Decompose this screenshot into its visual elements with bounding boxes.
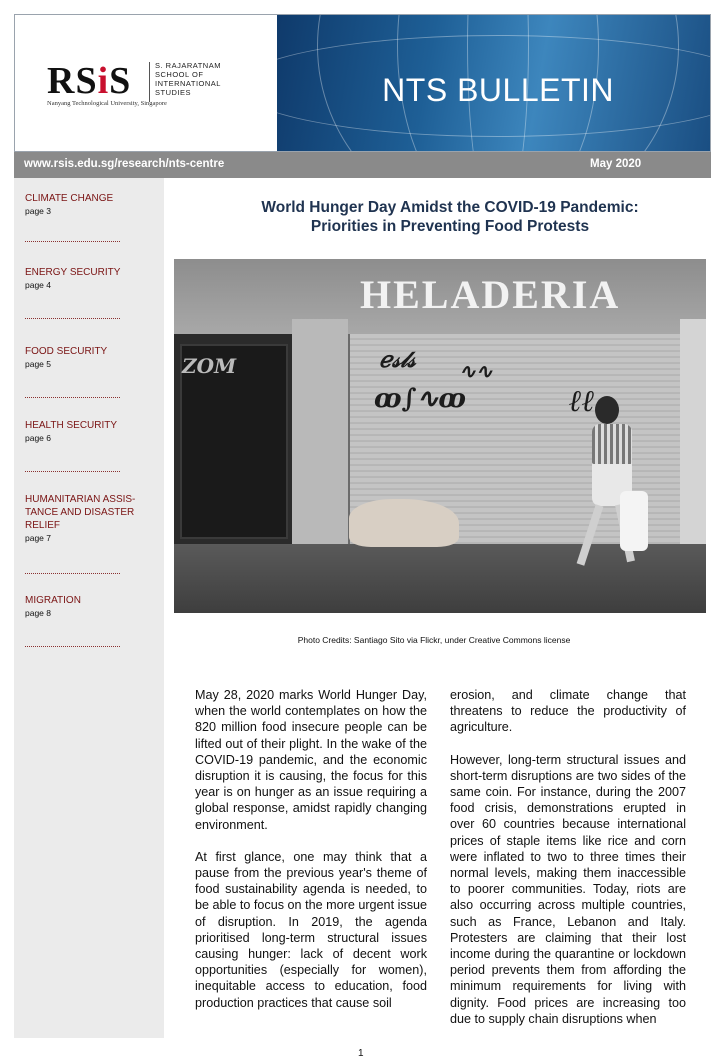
sidebar-item-climate-change[interactable]: CLIMATE CHANGE page 3 bbox=[25, 193, 114, 216]
sidebar-item-energy-security[interactable]: ENERGY SECURITY page 4 bbox=[25, 267, 121, 290]
photo-shop-sign: HELADERIA bbox=[360, 272, 621, 317]
logo-university: Nanyang Technological University, Singapore bbox=[47, 100, 167, 107]
banner-globe-graphic bbox=[277, 15, 710, 151]
website-link[interactable]: www.rsis.edu.sg/research/nts-centre bbox=[24, 158, 225, 170]
sidebar-item-food-security[interactable]: FOOD SECURITY page 5 bbox=[25, 346, 108, 369]
contents-sidebar bbox=[14, 178, 164, 1038]
sidebar-divider bbox=[25, 646, 120, 647]
sidebar-divider bbox=[25, 471, 120, 472]
info-bar bbox=[14, 152, 711, 178]
article-paragraph: May 28, 2020 marks World Hunger Day, when the world contemplates on how the 820 million food insecure people can be lifted out of their plight. In the wake of the COVID-19 pandemic, and the economic disruption it is causing, the focus for this year is on hunger as an issue requiring a global response, amidst rapidly changing environment. bbox=[195, 688, 427, 832]
article-paragraph: erosion, and climate change that threatens to reduce the productivity of agriculture. bbox=[450, 688, 686, 735]
sidebar-divider bbox=[25, 241, 120, 242]
sidebar-item-migration[interactable]: MIGRATION page 8 bbox=[25, 595, 81, 618]
article-paragraph: However, long-term structural issues and short-term disruptions are two sides of the same coin. For instance, during the 2007 food crisis, demonstrations erupted in over 60 countries because international prices of staple items like rice and corn were inflated to two to three times their normal levels, making them inaccessible to poorer communities. Today, riots are also occurring across multiple countries, such as France, Lebanon and Italy. Protesters are claiming that their lost income during the quarantine or lockdown period prevents them from affording the minimum requirements for living with dignity. Food prices are increasing too due to supply chain disruptions when bbox=[450, 752, 686, 1026]
page-number: 1 bbox=[358, 1048, 364, 1059]
article-photo: HELADERIA ℯ𝓈𝓁𝓈 ∿∿ ꝏ∫∿ꝏ ℓℓ ZOM bbox=[174, 259, 706, 613]
rsis-logo[interactable] bbox=[15, 15, 277, 151]
logo-divider bbox=[149, 62, 150, 102]
article-column-left bbox=[195, 687, 427, 1011]
sidebar-divider bbox=[25, 318, 120, 319]
sidebar-item-health-security[interactable]: HEALTH SECURITY page 6 bbox=[25, 420, 118, 443]
sidebar-item-humanitarian-assistance[interactable]: HUMANITARIAN ASSIS- TANCE AND DISASTER RELIEF page 7 bbox=[25, 494, 136, 543]
article-paragraph: At first glance, one may think that a pause from the previous year's theme of food sustainability agenda is needed, to be able to focus on the more urgent issue of disruption. In 2019, the agenda prioritised long-term structural issues causing hunger: lack of decent work opportunities (especially for women), inequitable access to education, food production practices that cause soil bbox=[195, 849, 427, 1010]
issue-date: May 2020 bbox=[590, 158, 642, 170]
bulletin-header bbox=[14, 14, 711, 152]
sidebar-divider bbox=[25, 397, 120, 398]
photo-caption: Photo Credits: Santiago Sito via Flickr, under Creative Commons license bbox=[297, 635, 571, 645]
article-title: World Hunger Day Amidst the COVID-19 Pandemic: Priorities in Preventing Food Protests bbox=[261, 199, 639, 235]
bulletin-title: NTS BULLETIN bbox=[382, 72, 614, 108]
logo-subtitle: S. RAJARATNAM SCHOOL OF INTERNATIONAL STUDIES bbox=[155, 61, 221, 97]
logo-wordmark: RSiS bbox=[47, 60, 132, 102]
sidebar-divider bbox=[25, 573, 120, 574]
article-column-right bbox=[450, 687, 686, 1027]
